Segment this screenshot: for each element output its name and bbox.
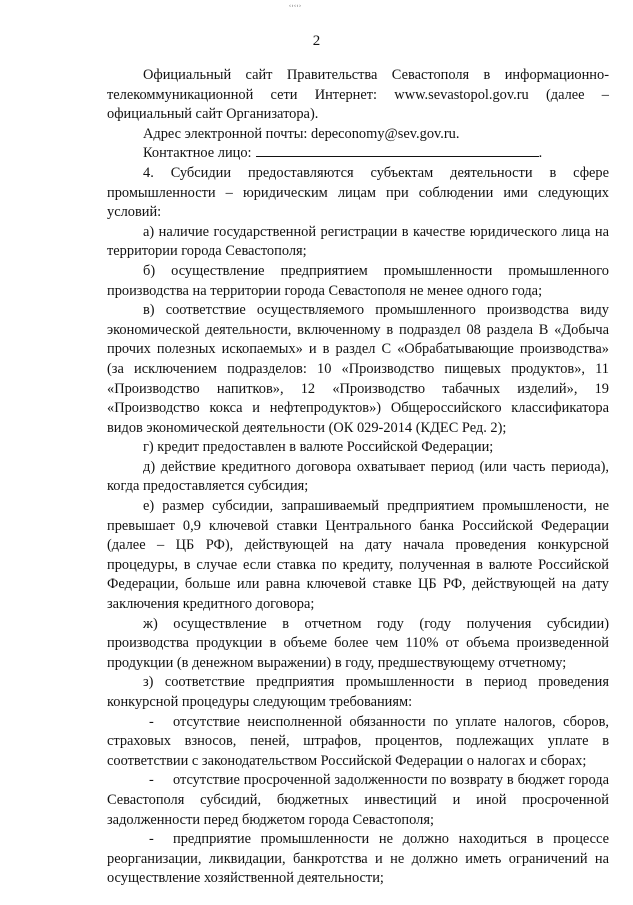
requirement-item — [107, 713, 609, 772]
condition-z: з) соответствие предприятия промышленности в период проведения конкурсной процедуры следующим требованиям: — [107, 674, 609, 710]
requirement-item — [107, 771, 609, 830]
requirement-item — [107, 830, 609, 889]
condition-zh: ж) осуществление в отчетном году (году получения субсидии) производства продукции в объеме более чем 110% от объема произведенной продукции (в денежном выражении) в году, предшествующему отчетному; — [107, 615, 609, 671]
dash-marker: - — [149, 831, 154, 848]
condition-b: б) осуществление предприятием промышленности промышленного производства на территории города Севастополя не менее одного года; — [107, 262, 609, 299]
condition-g: г) кредит предоставлен в валюте Российской Федерации; — [143, 439, 494, 456]
clause-4-intro: 4. Субсидии предоставляются субъектам деятельности в сфере промышленности – юридическим лицам при соблюдении ими следующих условий: — [107, 164, 609, 221]
contact-end: . — [538, 145, 543, 162]
requirement-text: предприятие промышленности не должно находиться в процессе реорганизации, ликвидации, банкротства и не должно иметь ограничений на осуществление хозяйственной деятельности; — [107, 831, 609, 887]
email-paragraph: Адрес электронной почты: depeconomy@sev.gov.ru. — [143, 125, 460, 142]
condition-a: а) наличие государственной регистрации в качестве юридического лица на территории города Севастополя; — [107, 223, 609, 260]
contact-blank-line — [256, 144, 539, 157]
top-scan-mark: ‹›‹‹› — [289, 3, 302, 9]
condition-v: в) соответствие осуществляемого промышленного производства виду экономической деятельности, включенному в подраздел 08 раздела В «Добыча прочих полезных ископаемых» и в раздел С «Обрабатывающие производства» (за исключением подразделов: 10 «Производство пищевых продуктов», 11 «Производство напитков», 12 «Производство табачных изделий», 19 «Производство кокса и нефтепродуктов») Общероссийского классификатора видов экономической деятельности (ОК 029-2014 (КДЕС Ред. 2); — [107, 302, 609, 436]
requirement-text: отсутствие просроченной задолженности по возврату в бюджет города Севастополя субсидий, бюджетных инвестиций и иной просроченной задолженности перед бюджетом города Севастополя; — [107, 772, 609, 828]
contact-label: Контактное лицо: — [143, 145, 252, 162]
site-info-paragraph: Официальный сайт Правительства Севастополя в информационно-телекоммуникационной сети Интернет: www.sevastopol.gov.ru (далее – официальный сайт Организатора). — [107, 67, 609, 123]
condition-e: е) размер субсидии, запрашиваемый предприятием промышлености, не превышает 0,9 ключевой ставки Центрального банка Российской Федерации (далее – ЦБ РФ), действующей на дату начала проведения конкурсной процедуры, в случае если ставка по кредиту, полученная в валюте Российской Федерации, больше или равна ключевой ставке ЦБ РФ, действующей на дату заключения кредитного договора; — [107, 498, 609, 613]
dash-marker: - — [149, 713, 154, 730]
contact-paragraph — [107, 144, 609, 164]
document-body — [107, 66, 609, 889]
condition-d: д) действие кредитного договора охватывает период (или часть периода), когда предоставляется субсидия; — [107, 458, 609, 495]
requirement-text: отсутствие неисполненной обязанности по уплате налогов, сборов, страховых взносов, пеней, штрафов, процентов, подлежащих уплате в соответствии с законодательством Российской Федерации о налогах и сборах; — [107, 713, 609, 769]
page-number: 2 — [312, 33, 321, 49]
dash-marker: - — [149, 772, 154, 789]
